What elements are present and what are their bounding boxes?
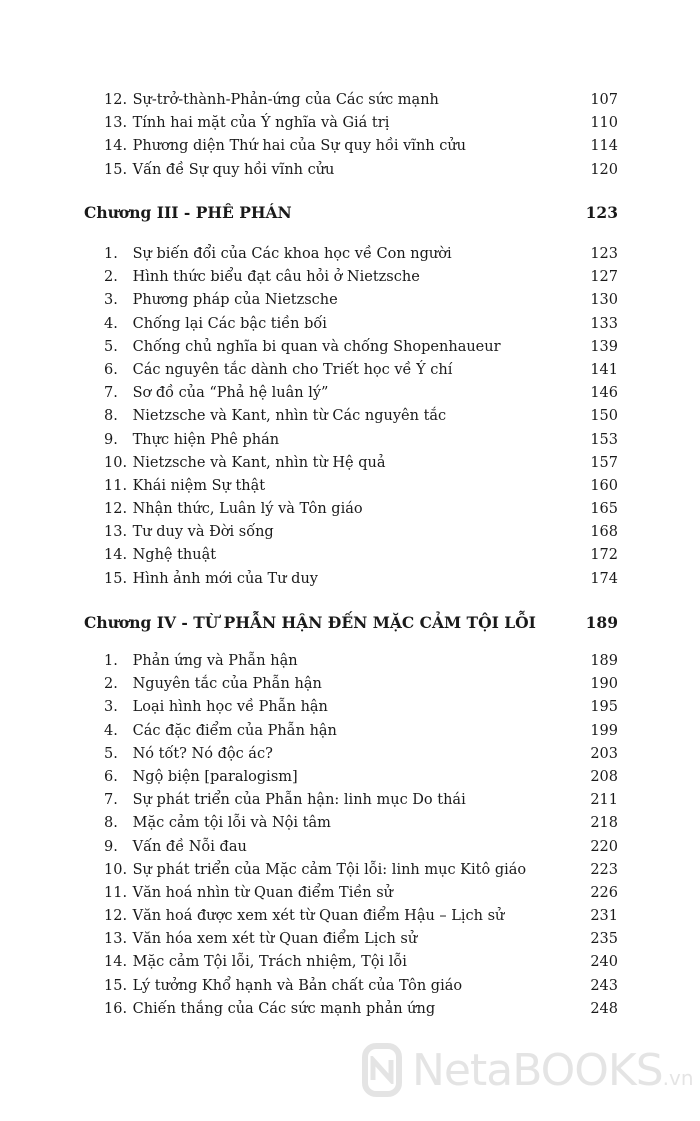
entry-page: 208	[590, 768, 618, 785]
entry-page: 195	[590, 699, 618, 716]
entry-label	[104, 743, 273, 766]
entry-title: Tư duy và Đời sống	[132, 524, 274, 541]
entry-number: 16.	[104, 1000, 128, 1017]
entry-page: 127	[590, 269, 618, 286]
entry-label	[104, 859, 526, 882]
entry-label	[104, 650, 298, 673]
entry-number: 1.	[104, 246, 118, 262]
entry-number: 4.	[104, 722, 118, 739]
entry-number: 3.	[104, 292, 118, 309]
entry-label	[104, 475, 265, 498]
entry-number: 14.	[104, 138, 128, 155]
watermark-text: NetaBOOKS.vn	[412, 1044, 694, 1096]
entry-page: 153	[590, 431, 618, 448]
entry-number: 9.	[104, 838, 118, 855]
toc-entry	[104, 743, 618, 766]
entry-number: 6.	[104, 768, 118, 785]
entry-number: 13.	[104, 931, 128, 948]
entry-label	[104, 673, 322, 696]
entry-label	[104, 382, 328, 405]
entry-title: Mặc cảm Tội lỗi, Trách nhiệm, Tội lỗi	[132, 954, 407, 971]
toc-entry	[104, 882, 618, 905]
toc-entry	[104, 696, 618, 719]
entry-page: 199	[590, 722, 618, 739]
entry-page: 203	[590, 745, 618, 762]
entry-page: 107	[590, 92, 618, 108]
entry-title: Phương diện Thứ hai của Sự quy hồi vĩnh cửu	[132, 138, 467, 155]
entry-page: 165	[590, 501, 618, 518]
entry-title: Văn hóa xem xét từ Quan điểm Lịch sử	[132, 931, 418, 948]
entry-number: 15.	[104, 161, 128, 178]
entry-title: Nhận thức, Luân lý và Tôn giáo	[132, 501, 363, 518]
entry-page: 123	[590, 246, 618, 262]
entry-label	[104, 882, 393, 905]
entry-number: 6.	[104, 361, 118, 378]
toc-section-continued	[104, 89, 618, 182]
entry-label	[104, 905, 504, 928]
entry-label	[104, 975, 462, 998]
chapter-title: Chương III - PHÊ PHÁN	[84, 203, 292, 222]
entry-label	[104, 289, 338, 312]
entry-page: 146	[590, 385, 618, 402]
entry-number: 15.	[104, 977, 128, 994]
entry-title: Chống lại Các bậc tiền bối	[132, 315, 327, 332]
entry-label	[104, 159, 334, 182]
entry-label	[104, 544, 216, 567]
entry-title: Ngộ biện [paralogism]	[132, 768, 298, 785]
entry-number: 2.	[104, 676, 118, 693]
netabooks-logo-icon	[362, 1043, 402, 1097]
entry-page: 190	[590, 676, 618, 693]
entry-label	[104, 452, 386, 475]
entry-label	[104, 998, 435, 1021]
entry-number: 9.	[104, 431, 118, 448]
entry-title: Nó tốt? Nó độc ác?	[132, 745, 273, 762]
entry-title: Nietzsche và Kant, nhìn từ Các nguyên tắc	[132, 408, 447, 425]
toc-entry	[104, 313, 618, 336]
entry-label	[104, 720, 337, 743]
toc-entry	[104, 720, 618, 743]
entry-title: Hình thức biểu đạt câu hỏi ở Nietzsche	[132, 269, 420, 286]
entry-number: 12.	[104, 908, 128, 925]
entry-page: 243	[590, 977, 618, 994]
entry-page: 248	[590, 1000, 618, 1017]
entry-number: 7.	[104, 385, 118, 402]
toc-entry	[104, 498, 618, 521]
entry-page: 114	[590, 138, 618, 155]
entry-title: Sự phát triển của Mặc cảm Tội lỗi: linh mục Kitô giáo	[132, 861, 527, 878]
entry-title: Sơ đồ của “Phả hệ luân lý”	[132, 385, 329, 402]
toc-entry	[104, 429, 618, 452]
entry-title: Văn hoá nhìn từ Quan điểm Tiền sử	[132, 884, 394, 901]
entry-title: Mặc cảm tội lỗi và Nội tâm	[132, 815, 331, 832]
entry-title: Thực hiện Phê phán	[132, 431, 280, 448]
chapter-heading-3	[84, 203, 618, 222]
entry-label	[104, 498, 363, 521]
entry-title: Vấn đề Sự quy hồi vĩnh cửu	[132, 161, 335, 178]
toc-entry	[104, 382, 618, 405]
entry-page: 172	[590, 547, 618, 564]
entry-page: 160	[590, 477, 618, 494]
toc-entry	[104, 975, 618, 998]
entry-page: 139	[590, 338, 618, 355]
entry-page: 223	[590, 861, 618, 878]
entry-label	[104, 359, 452, 382]
entry-label	[104, 429, 279, 452]
entry-title: Khái niệm Sự thật	[132, 477, 266, 494]
entry-number: 7.	[104, 792, 118, 809]
entry-label	[104, 789, 466, 812]
toc-entry	[104, 266, 618, 289]
toc-entry	[104, 928, 618, 951]
entry-label	[104, 336, 501, 359]
toc-entry	[104, 568, 618, 591]
entry-number: 1.	[104, 653, 118, 669]
entry-title: Sự-trở-thành-Phản-ứng của Các sức mạnh	[132, 92, 439, 108]
entry-page: 150	[590, 408, 618, 425]
toc-entry	[104, 243, 618, 266]
entry-number: 12.	[104, 92, 128, 108]
entry-number: 8.	[104, 408, 118, 425]
entry-number: 10.	[104, 861, 128, 878]
entry-title: Các nguyên tắc dành cho Triết học về Ý chí	[132, 361, 453, 378]
entry-page: 240	[590, 954, 618, 971]
toc-entry	[104, 812, 618, 835]
entry-number: 3.	[104, 699, 118, 716]
entry-label	[104, 812, 331, 835]
entry-title: Chống chủ nghĩa bi quan và chống Shopenhaueur	[132, 338, 501, 355]
entry-number: 5.	[104, 338, 118, 355]
toc-entry	[104, 159, 618, 182]
entry-title: Tính hai mặt của Ý nghĩa và Giá trị	[132, 115, 390, 132]
entry-label	[104, 313, 327, 336]
toc-entry	[104, 673, 618, 696]
chapter-page: 123	[585, 203, 618, 222]
entry-label	[104, 928, 417, 951]
entry-label	[104, 135, 466, 158]
chapter-page: 189	[585, 613, 618, 632]
entry-label	[104, 696, 328, 719]
entry-page: 174	[590, 570, 618, 587]
toc-entry	[104, 112, 618, 135]
toc-entry	[104, 905, 618, 928]
entry-number: 2.	[104, 269, 118, 286]
entry-label	[104, 89, 439, 112]
entry-label	[104, 521, 274, 544]
entry-page: 110	[590, 115, 618, 132]
entry-page: 218	[590, 815, 618, 832]
entry-title: Nghệ thuật	[132, 547, 217, 564]
entry-number: 14.	[104, 547, 128, 564]
entry-label	[104, 266, 420, 289]
toc-entry	[104, 359, 618, 382]
entry-title: Loại hình học về Phẫn hận	[132, 699, 328, 716]
entry-page: 141	[590, 361, 618, 378]
entry-label	[104, 568, 318, 591]
toc-entry	[104, 836, 618, 859]
toc-entry	[104, 951, 618, 974]
entry-page: 226	[590, 884, 618, 901]
toc-entry	[104, 859, 618, 882]
chapter-4-list	[104, 650, 618, 1021]
entry-title: Sự biến đổi của Các khoa học về Con người	[132, 246, 452, 262]
entry-page: 133	[590, 315, 618, 332]
entry-page: 231	[590, 908, 618, 925]
entry-label	[104, 951, 407, 974]
entry-page: 189	[590, 653, 618, 669]
entry-page: 235	[590, 931, 618, 948]
entry-title: Văn hoá được xem xét từ Quan điểm Hậu – Lịch sử	[132, 908, 505, 925]
entry-number: 10.	[104, 454, 128, 471]
entry-title: Nguyên tắc của Phẫn hận	[132, 676, 322, 693]
entry-title: Chiến thắng của Các sức mạnh phản ứng	[132, 1000, 436, 1017]
watermark	[362, 1040, 694, 1100]
toc-entry	[104, 789, 618, 812]
entry-label	[104, 243, 452, 266]
toc-entry	[104, 544, 618, 567]
entry-page: 120	[590, 161, 618, 178]
toc-entry	[104, 135, 618, 158]
entry-title: Các đặc điểm của Phẫn hận	[132, 722, 337, 739]
toc-entry	[104, 475, 618, 498]
entry-label	[104, 766, 298, 789]
entry-title: Phản ứng và Phẫn hận	[132, 653, 298, 669]
toc-entry	[104, 405, 618, 428]
entry-page: 130	[590, 292, 618, 309]
toc-entry	[104, 452, 618, 475]
entry-number: 15.	[104, 570, 128, 587]
entry-title: Lý tưởng Khổ hạnh và Bản chất của Tôn giáo	[132, 977, 463, 994]
entry-label	[104, 836, 247, 859]
toc-entry	[104, 336, 618, 359]
entry-title: Sự phát triển của Phẫn hận: linh mục Do thái	[132, 792, 466, 809]
entry-number: 11.	[104, 884, 128, 901]
entry-number: 13.	[104, 524, 128, 541]
entry-page: 168	[590, 524, 618, 541]
entry-number: 14.	[104, 954, 128, 971]
toc-entry	[104, 650, 618, 673]
entry-label	[104, 405, 446, 428]
entry-page: 211	[590, 792, 618, 809]
toc-entry	[104, 89, 618, 112]
entry-title: Hình ảnh mới của Tư duy	[132, 570, 318, 587]
entry-number: 13.	[104, 115, 128, 132]
toc-entry	[104, 521, 618, 544]
toc-entry	[104, 998, 618, 1021]
chapter-title: Chương IV - TỪ PHẪN HẬN ĐẾN MẶC CẢM TỘI LỖI	[84, 613, 536, 632]
entry-page: 157	[590, 454, 618, 471]
entry-number: 5.	[104, 745, 118, 762]
entry-title: Nietzsche và Kant, nhìn từ Hệ quả	[132, 454, 386, 471]
entry-label	[104, 112, 389, 135]
chapter-3-list	[104, 243, 618, 591]
entry-page: 220	[590, 838, 618, 855]
toc-entry	[104, 289, 618, 312]
entry-number: 4.	[104, 315, 118, 332]
entry-number: 11.	[104, 477, 128, 494]
chapter-heading-4	[84, 613, 618, 632]
entry-title: Vấn đề Nỗi đau	[132, 838, 247, 855]
entry-number: 12.	[104, 501, 128, 518]
toc-entry	[104, 766, 618, 789]
entry-number: 8.	[104, 815, 118, 832]
entry-title: Phương pháp của Nietzsche	[132, 292, 338, 309]
